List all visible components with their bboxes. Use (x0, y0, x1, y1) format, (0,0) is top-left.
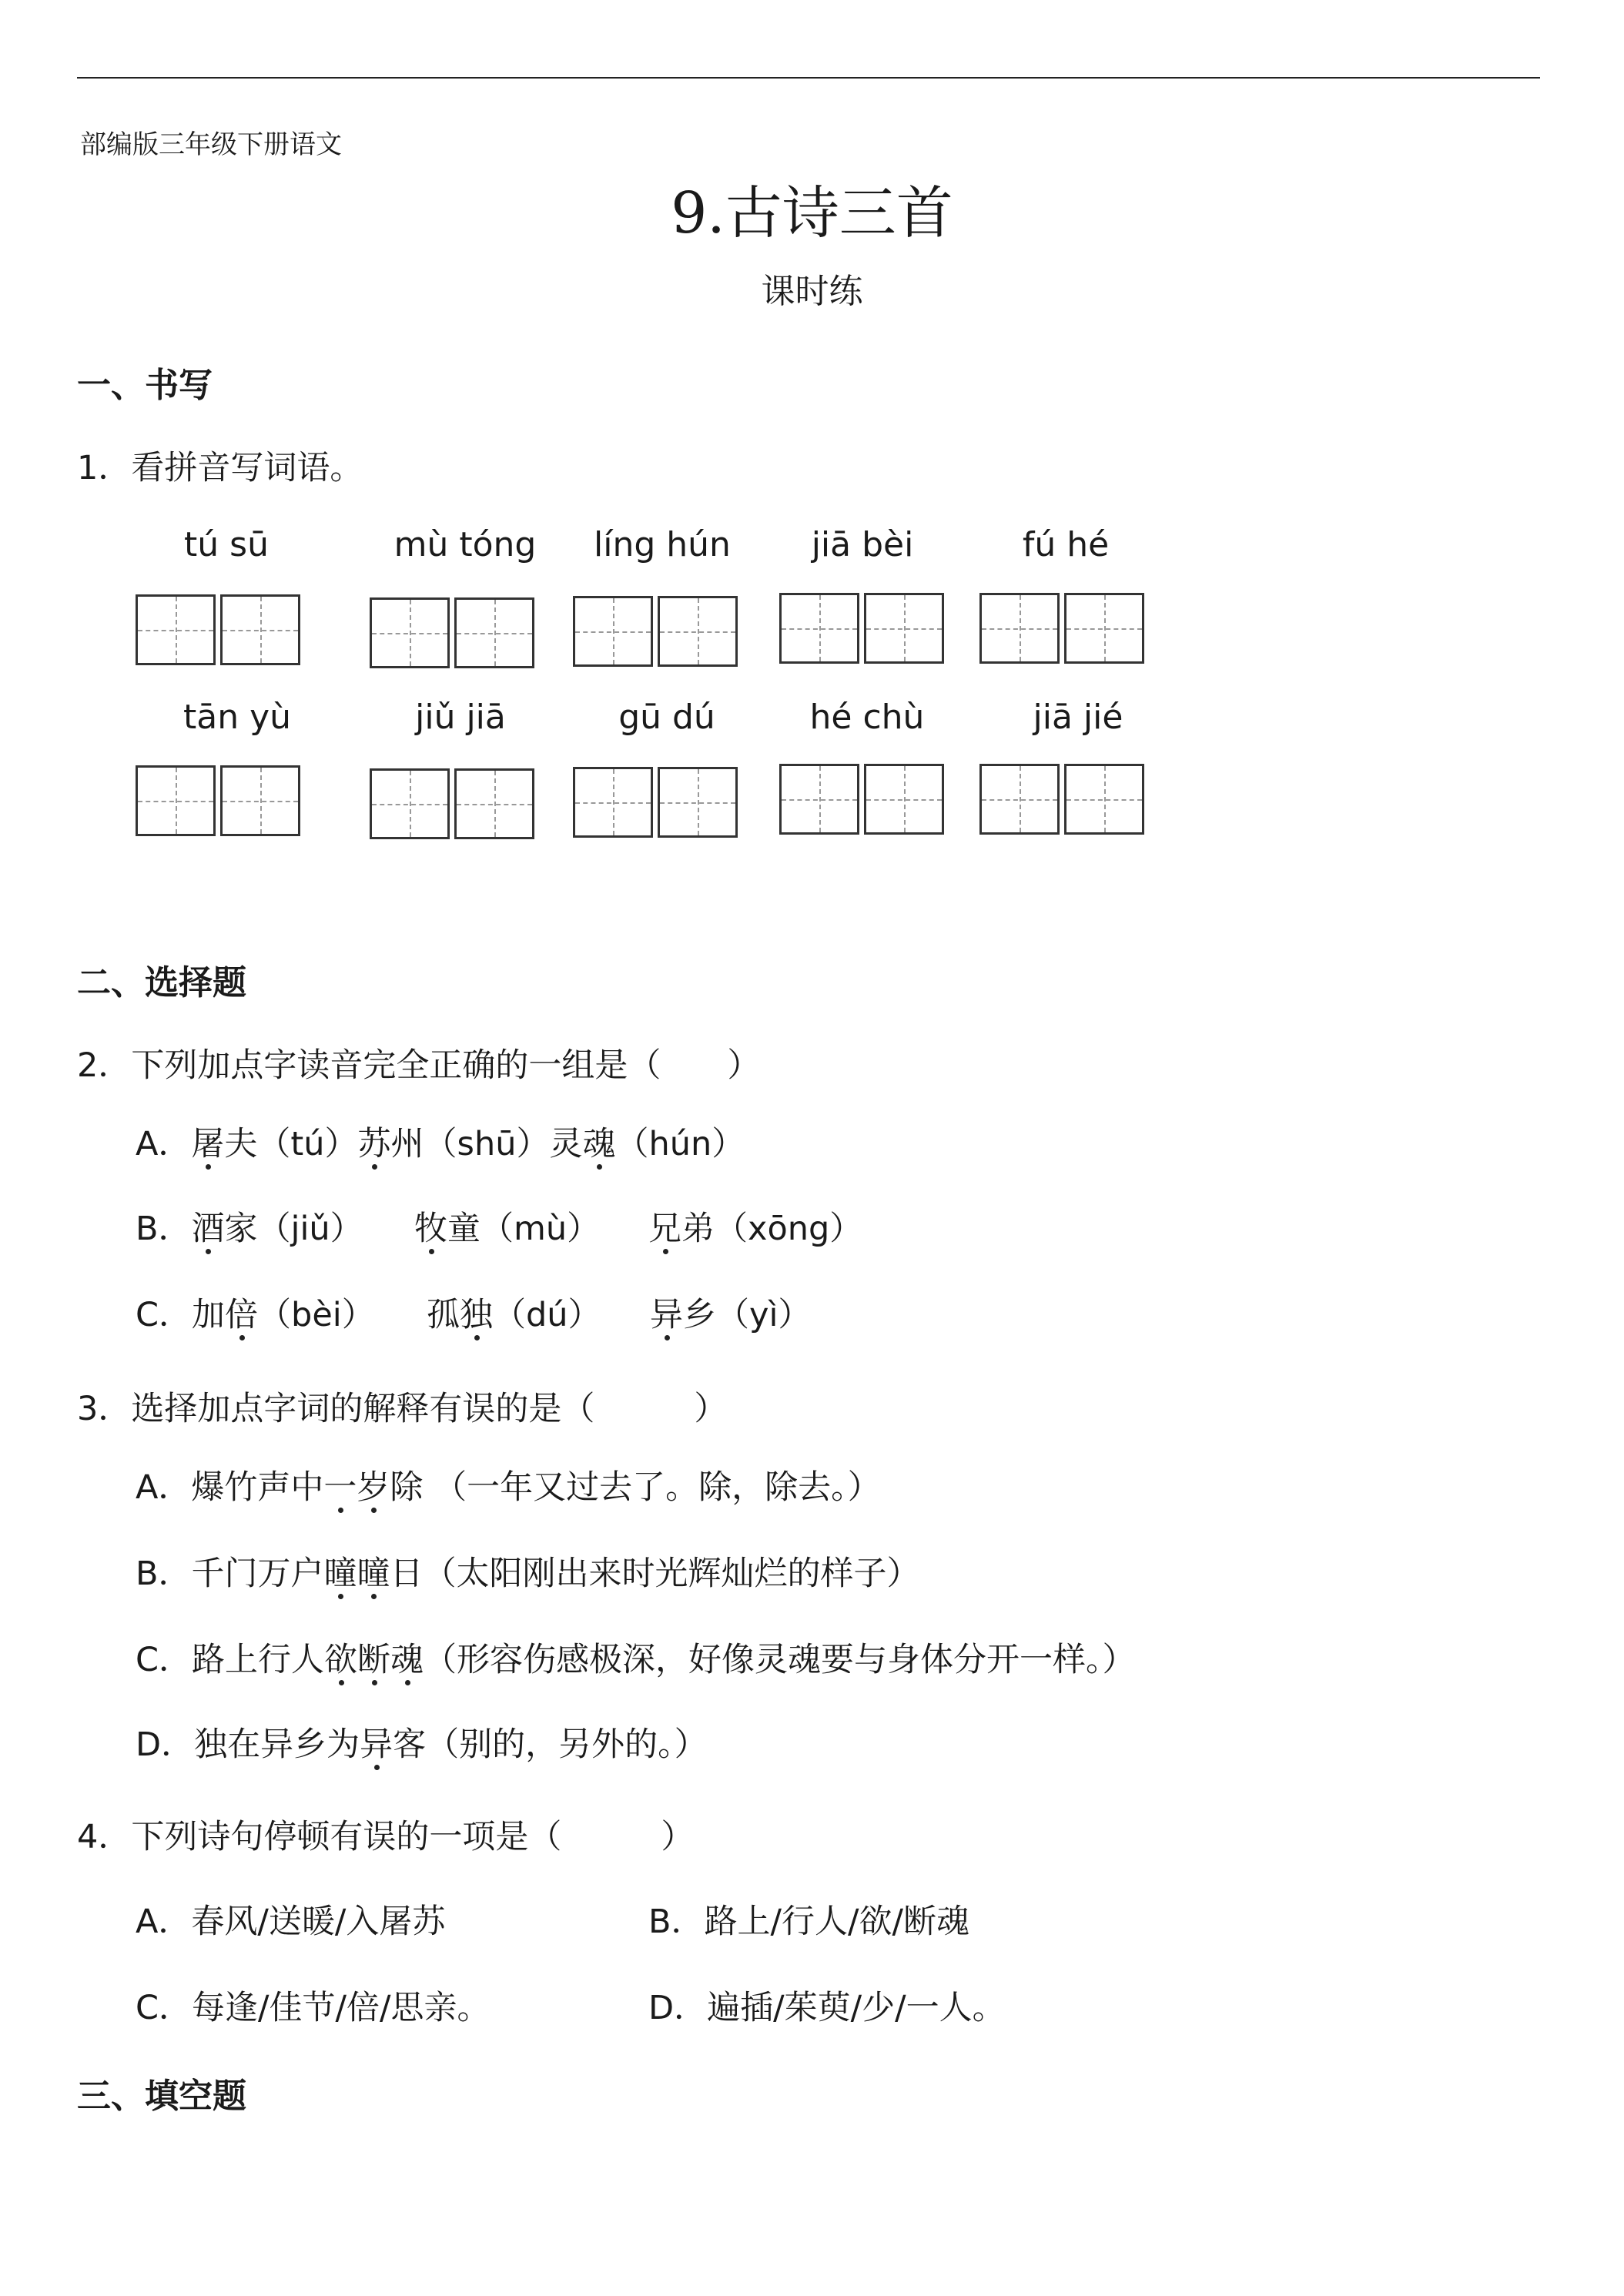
writing-cell[interactable] (454, 597, 534, 668)
q3-option-c[interactable] (136, 1634, 1136, 1681)
dotted-char: 魂 (582, 1125, 616, 1163)
writing-box[interactable] (573, 767, 738, 838)
question-3-stem: 3．选择加点字词的解释有误的是（ ） (77, 1390, 728, 1428)
option-text: （dú） (493, 1296, 601, 1334)
q2-option-c-3 (650, 1289, 811, 1336)
dotted-char: 欲 (324, 1641, 358, 1679)
q2-option-c[interactable] (136, 1289, 375, 1336)
writing-box[interactable] (779, 764, 944, 835)
q2-option-b[interactable] (136, 1203, 363, 1250)
dotted-char: 魂 (390, 1641, 424, 1679)
dotted-char: 异 (360, 1725, 393, 1764)
pinyin-label: jiā bèi (811, 525, 914, 564)
writing-box[interactable] (370, 597, 534, 668)
writing-cell[interactable] (136, 765, 216, 836)
writing-box[interactable] (573, 596, 738, 667)
pinyin-label: mù tóng (393, 525, 537, 564)
header-note: 部编版三年级下册语文 (80, 129, 342, 160)
q2-option-c-2 (427, 1289, 601, 1336)
page-title: 9.古诗三首 (671, 180, 953, 246)
question-4-stem: 4．下列诗句停顿有误的一项是（ ） (77, 1818, 695, 1856)
dotted-char: 兄 (648, 1210, 681, 1248)
writing-cell[interactable] (779, 764, 859, 835)
writing-cell[interactable] (370, 597, 450, 668)
writing-cell[interactable] (1064, 764, 1144, 835)
section-choice: 二、选择题 (77, 963, 246, 1002)
option-text: 客（别的，另外的。） (393, 1725, 708, 1764)
q3-option-a[interactable] (136, 1461, 881, 1508)
option-text: 弟（xōng） (681, 1210, 863, 1248)
option-text: 孤 (427, 1296, 460, 1334)
dotted-char: 异 (650, 1296, 683, 1334)
option-text: A．爆竹声中 (136, 1468, 324, 1507)
writing-cell[interactable] (979, 764, 1060, 835)
writing-cell[interactable] (979, 593, 1060, 664)
option-text: 夫（tú） (224, 1125, 358, 1163)
writing-cell[interactable] (573, 767, 653, 838)
writing-box[interactable] (136, 765, 300, 836)
writing-cell[interactable] (454, 768, 534, 839)
q4-option-b[interactable]: B．路上/行人/欲/断魂 (648, 1903, 969, 1941)
option-label: B． (136, 1210, 192, 1248)
option-text: （形容伤感极深，好像灵魂要与身体分开一样。） (424, 1641, 1136, 1679)
q4-option-d[interactable]: D．遍插/茱萸/少/一人。 (648, 1989, 1006, 2027)
q3-option-d[interactable] (136, 1719, 708, 1766)
question-2-stem: 2．下列加点字读音完全正确的一组是（ ） (77, 1046, 761, 1085)
writing-cell[interactable] (779, 593, 859, 664)
option-label: A． (136, 1125, 192, 1163)
dotted-char: 牧 (414, 1210, 447, 1248)
writing-cell[interactable] (370, 768, 450, 839)
q2-option-a[interactable] (136, 1118, 745, 1165)
option-text: D．独在异乡为 (136, 1725, 360, 1764)
section-writing: 一、书写 (77, 366, 213, 405)
writing-cell[interactable] (1064, 593, 1144, 664)
writing-cell[interactable] (220, 765, 300, 836)
option-text: 家（jiǔ） (224, 1210, 363, 1248)
option-text: 除 (390, 1468, 424, 1507)
writing-box[interactable] (979, 764, 1144, 835)
dotted-char: 一 (323, 1468, 357, 1507)
q2-option-b-2 (414, 1203, 600, 1250)
writing-box[interactable] (136, 594, 300, 665)
dotted-char: 酒 (191, 1210, 225, 1248)
writing-box[interactable] (779, 593, 944, 664)
pinyin-label: tān yù (182, 698, 291, 737)
option-text: 乡（yì） (683, 1296, 812, 1334)
dotted-char: 岁 (357, 1468, 390, 1507)
dotted-char: 曈 (357, 1555, 390, 1593)
writing-cell[interactable] (573, 596, 653, 667)
writing-box[interactable] (370, 768, 534, 839)
option-text: （bèi） (258, 1296, 375, 1334)
question-1-stem: 1．看拼音写词语。 (77, 449, 363, 487)
q2-option-b-3 (648, 1203, 862, 1250)
pinyin-label: tú sū (184, 525, 269, 564)
option-text: C．路上行人 (136, 1641, 325, 1679)
writing-cell[interactable] (136, 594, 216, 665)
dotted-char: 曈 (323, 1555, 357, 1593)
writing-box[interactable] (979, 593, 1144, 664)
section-fill-blank: 三、填空题 (77, 2077, 246, 2116)
writing-cell[interactable] (658, 767, 738, 838)
top-rule (77, 77, 1540, 79)
pinyin-label: hé chù (809, 698, 925, 737)
dotted-char: 屠 (191, 1125, 225, 1163)
option-text: 州（shū）灵 (390, 1125, 583, 1163)
pinyin-label: líng hún (594, 525, 731, 564)
option-text: 日（太阳刚出来时光辉灿烂的样子） (390, 1555, 920, 1593)
option-text: （hún） (615, 1125, 745, 1163)
writing-cell[interactable] (864, 593, 944, 664)
writing-cell[interactable] (220, 594, 300, 665)
dotted-char: 独 (460, 1296, 493, 1334)
option-text: B．千门万户 (136, 1555, 324, 1593)
dotted-char: 苏 (357, 1125, 391, 1163)
page-subtitle: 课时练 (761, 272, 863, 311)
dotted-char: 倍 (225, 1296, 259, 1334)
option-text: （一年又过去了。除，除去。） (423, 1468, 881, 1507)
writing-cell[interactable] (864, 764, 944, 835)
pinyin-label: gū dú (618, 698, 715, 737)
pinyin-label: jiǔ jiā (415, 698, 506, 737)
q4-option-c[interactable]: C．每逢/佳节/倍/思亲。 (136, 1989, 491, 2027)
q3-option-b[interactable] (136, 1548, 920, 1595)
option-label: C．加 (136, 1296, 226, 1334)
dotted-char: 断 (357, 1641, 391, 1679)
q4-option-a[interactable]: A．春风/送暖/入屠苏 (136, 1903, 446, 1941)
option-text: 童（mù） (447, 1210, 601, 1248)
pinyin-label: fú hé (1022, 525, 1110, 564)
writing-cell[interactable] (658, 596, 738, 667)
pinyin-label: jiā jié (1033, 698, 1123, 737)
